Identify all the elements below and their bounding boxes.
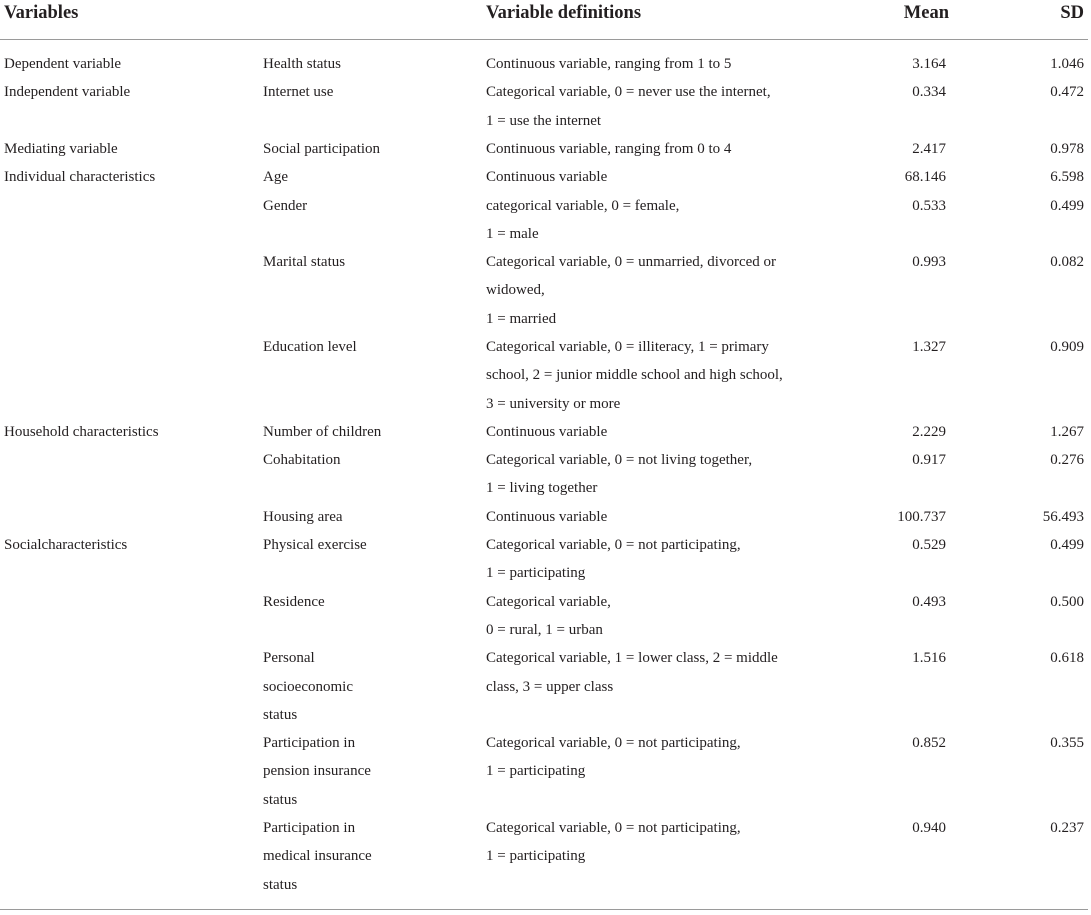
definition-cell <box>486 814 816 871</box>
mean-cell: 2.229 <box>912 423 946 440</box>
variable-cell <box>263 814 413 899</box>
sd-cell: 1.267 <box>1050 423 1084 440</box>
definition-text-line: 1 = participating <box>486 763 586 780</box>
definition-cell <box>486 333 816 418</box>
sd-cell: 6.598 <box>1050 169 1084 186</box>
variable-cell <box>263 333 413 361</box>
mean-cell: 0.334 <box>912 84 946 101</box>
table-row <box>0 503 1091 531</box>
mean-cell: 0.940 <box>912 820 946 837</box>
sd-cell: 0.355 <box>1050 735 1084 752</box>
definition-cell <box>486 192 816 249</box>
definition-text-line: Categorical variable, 0 = not participating, <box>486 820 741 837</box>
mean-cell: 0.493 <box>912 593 946 610</box>
definition-text-line: Categorical variable, 1 = lower class, 2 = middle <box>486 650 778 667</box>
definition-text-line: 1 = use the internet <box>486 112 602 129</box>
category-cell: Dependent variable <box>4 56 122 72</box>
variable-cell <box>263 163 413 191</box>
definition-text-line: Categorical variable, 0 = not living together, <box>486 452 753 469</box>
variable-text-line: Age <box>263 169 288 186</box>
category-cell: Individual characteristics <box>4 169 156 186</box>
table-row <box>0 814 1091 899</box>
variable-cell <box>263 644 413 729</box>
definition-cell <box>486 418 816 446</box>
definition-cell <box>486 163 816 191</box>
definition-text-line: 1 = participating <box>486 848 586 865</box>
table-row <box>0 333 1091 418</box>
variable-text-line: Participation in <box>263 820 356 837</box>
category-cell: Socialcharacteristics <box>4 537 128 554</box>
definition-cell <box>486 446 816 503</box>
mean-cell: 0.533 <box>912 197 946 214</box>
definition-text-line: Continuous variable <box>486 508 608 525</box>
definition-text-line: class, 3 = upper class <box>486 678 614 695</box>
definition-cell <box>486 644 816 701</box>
mean-cell: 1.516 <box>912 650 946 667</box>
variable-cell <box>263 503 413 531</box>
variable-text-line: Social participation <box>263 140 381 157</box>
definition-text-line: Categorical variable, 0 = not participating, <box>486 537 741 554</box>
table-row <box>0 531 1091 588</box>
header-sd: SD <box>1060 3 1084 23</box>
variable-text-line: Residence <box>263 593 325 610</box>
variable-text-line: status <box>263 876 298 893</box>
definition-text-line: 1 = participating <box>486 565 586 582</box>
mean-cell: 0.917 <box>912 452 946 469</box>
variable-text-line: Physical exercise <box>263 537 367 554</box>
variable-cell <box>263 78 413 106</box>
definition-cell <box>486 503 816 531</box>
variable-text-line: Marital status <box>263 254 346 271</box>
variable-text-line: Participation in <box>263 735 356 752</box>
variable-text-line: Housing area <box>263 508 343 525</box>
sd-cell: 0.500 <box>1050 593 1084 610</box>
definition-text-line: Categorical variable, 0 = never use the internet, <box>486 84 771 101</box>
definition-text-line: 0 = rural, 1 = urban <box>486 621 603 638</box>
definition-text-line: 1 = married <box>486 310 557 327</box>
variable-text-line: Health status <box>263 56 341 72</box>
table-row <box>0 78 1091 135</box>
variable-cell <box>263 588 413 616</box>
definition-text-line: Categorical variable, 0 = not participating, <box>486 735 741 752</box>
definition-cell <box>486 588 816 645</box>
variable-text-line: Internet use <box>263 84 334 101</box>
definition-text-line: Continuous variable, ranging from 0 to 4 <box>486 140 732 157</box>
header-mean: Mean <box>903 3 949 23</box>
definition-text-line: categorical variable, 0 = female, <box>486 197 680 214</box>
table-row <box>0 163 1091 191</box>
mean-cell: 68.146 <box>904 169 946 186</box>
variable-cell <box>263 135 413 163</box>
definition-cell <box>486 78 816 135</box>
definition-cell <box>486 729 816 786</box>
table-bottom-rule <box>0 909 1088 910</box>
definition-text-line: Continuous variable <box>486 423 608 440</box>
variable-text-line: status <box>263 791 298 808</box>
definition-text-line: widowed, <box>486 282 545 299</box>
variable-text-line: socioeconomic <box>263 678 353 695</box>
sd-cell: 56.493 <box>1042 508 1084 525</box>
table-row <box>0 588 1091 645</box>
definition-text-line: Categorical variable, <box>486 593 611 610</box>
table-row <box>0 644 1091 729</box>
definition-text-line: Categorical variable, 0 = unmarried, divorced or <box>486 254 777 271</box>
variable-text-line: Cohabitation <box>263 452 341 469</box>
header-variable-definitions: Variable definitions <box>486 3 642 23</box>
variable-cell <box>263 248 413 276</box>
mean-cell: 2.417 <box>912 140 946 157</box>
definition-cell <box>486 248 816 333</box>
variable-text-line: Personal <box>263 650 315 667</box>
definition-cell <box>486 531 816 588</box>
sd-cell: 0.499 <box>1050 537 1084 554</box>
sd-cell: 0.618 <box>1050 650 1084 667</box>
sd-cell: 0.472 <box>1050 84 1084 101</box>
sd-cell: 1.046 <box>1050 56 1084 72</box>
category-cell: Independent variable <box>4 84 131 101</box>
definition-cell <box>486 135 816 163</box>
mean-cell: 1.327 <box>912 339 946 355</box>
header-variables: Variables <box>4 3 79 23</box>
mean-cell: 0.993 <box>912 254 946 271</box>
variable-text-line: Number of children <box>263 423 382 440</box>
sd-cell: 0.082 <box>1050 254 1084 271</box>
table-row <box>0 446 1091 503</box>
variable-text-line: Gender <box>263 197 308 214</box>
definition-text-line: 1 = male <box>486 225 539 242</box>
sd-cell: 0.499 <box>1050 197 1084 214</box>
sd-cell: 0.909 <box>1050 339 1084 355</box>
definition-text-line: Categorical variable, 0 = illiteracy, 1 = primary <box>486 339 769 355</box>
definition-text-line: 1 = living together <box>486 480 598 497</box>
variable-cell <box>263 729 413 814</box>
sd-cell: 0.978 <box>1050 140 1084 157</box>
variable-cell <box>263 192 413 220</box>
table-row <box>0 135 1091 163</box>
variable-cell <box>263 50 413 78</box>
mean-cell: 100.737 <box>897 508 946 525</box>
definition-text-line: Continuous variable <box>486 169 608 186</box>
variable-text-line: pension insurance <box>263 763 371 780</box>
sd-cell: 0.237 <box>1050 820 1084 837</box>
header-divider <box>0 39 1088 40</box>
definition-text-line: school, 2 = junior middle school and high school, <box>486 367 783 384</box>
variable-text-line: Education level <box>263 339 357 355</box>
category-cell: Household characteristics <box>4 423 159 440</box>
table-row <box>0 248 1091 333</box>
mean-cell: 0.529 <box>912 537 946 554</box>
table-row <box>0 50 1091 78</box>
table-row <box>0 418 1091 446</box>
sd-cell: 0.276 <box>1050 452 1084 469</box>
mean-cell: 3.164 <box>912 56 946 72</box>
variable-cell <box>263 531 413 559</box>
variable-text-line: medical insurance <box>263 848 372 865</box>
table-row <box>0 729 1091 814</box>
definition-text-line: 3 = university or more <box>486 395 621 412</box>
table-row <box>0 192 1091 249</box>
definition-text-line: Continuous variable, ranging from 1 to 5 <box>486 56 732 72</box>
variable-cell <box>263 446 413 474</box>
definition-cell <box>486 50 816 78</box>
category-cell: Mediating variable <box>4 140 118 157</box>
variable-cell <box>263 418 413 446</box>
mean-cell: 0.852 <box>912 735 946 752</box>
variable-text-line: status <box>263 706 298 723</box>
